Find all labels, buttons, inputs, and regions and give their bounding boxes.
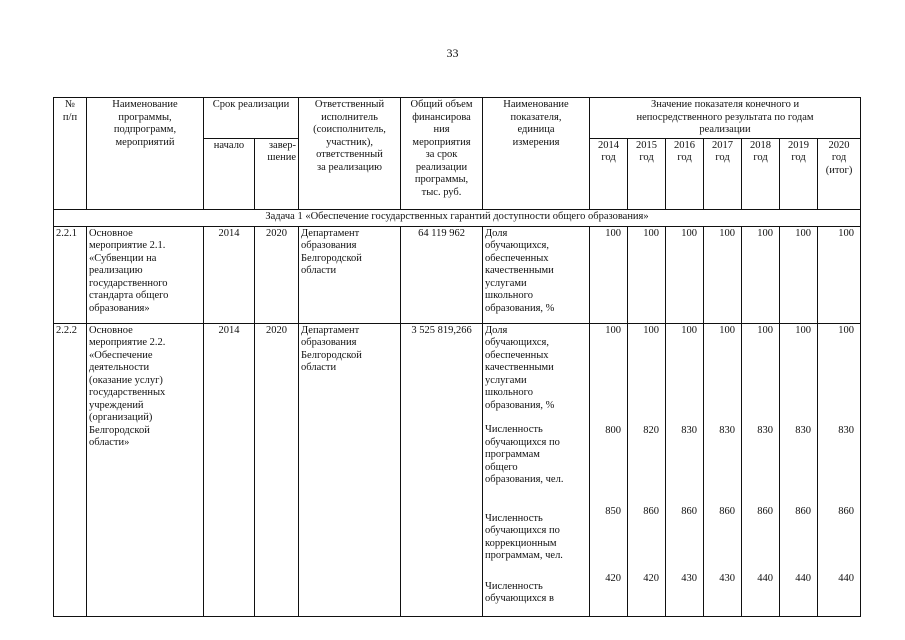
event-name: Основное мероприятие 2.2. «Обеспечение деятельности (оказание услуг) государственных учреждений (организаций) Белгородской области» bbox=[87, 323, 204, 616]
program-table bbox=[53, 97, 861, 617]
table-row bbox=[54, 323, 861, 616]
financing-amount: 64 119 962 bbox=[401, 226, 483, 323]
indicator-value: 100 bbox=[742, 226, 780, 323]
indicator-values-2017 bbox=[704, 323, 742, 616]
indicator-value: 440 bbox=[757, 573, 774, 584]
executor: Департамент образования Белгородской области bbox=[299, 226, 401, 323]
indicator-value: 100 bbox=[719, 324, 736, 336]
year-header: 2015 год bbox=[628, 138, 666, 209]
col-header-executor: Ответственный исполнитель (соисполнитель, участник), ответственный за реализацию bbox=[299, 98, 401, 210]
indicator-value: 860 bbox=[681, 505, 698, 517]
indicator-value: 420 bbox=[643, 573, 660, 584]
term-end: 2020 bbox=[255, 226, 299, 323]
indicator-value: 100 bbox=[590, 226, 628, 323]
indicator-value: 100 bbox=[818, 226, 861, 323]
indicator-value: 830 bbox=[719, 425, 736, 436]
row-number: 2.2.1 bbox=[54, 226, 87, 323]
event-name: Основное мероприятие 2.1. «Субвенции на реализацию государственного стандарта общего образования» bbox=[87, 226, 204, 323]
term-start: 2014 bbox=[204, 323, 255, 616]
indicator-value: 860 bbox=[719, 505, 736, 517]
indicator-list bbox=[483, 323, 590, 616]
task-row bbox=[54, 209, 861, 226]
indicator-value: 860 bbox=[795, 505, 812, 517]
indicator-value: 100 bbox=[780, 226, 818, 323]
indicator-values-2014 bbox=[590, 323, 628, 616]
indicator-value: 830 bbox=[757, 425, 774, 436]
indicator-value: 860 bbox=[838, 505, 855, 517]
indicator-name: Численность обучающихся по программам общего образования, чел. bbox=[485, 424, 564, 485]
col-header-values: Значение показателя конечного и непосредственного результата по годам реализации bbox=[590, 98, 861, 139]
col-header-start: начало bbox=[204, 138, 255, 209]
year-header: 2018 год bbox=[742, 138, 780, 209]
year-header: 2019 год bbox=[780, 138, 818, 209]
indicator-value: 100 bbox=[681, 324, 698, 336]
indicator-value: 100 bbox=[643, 324, 660, 336]
indicator-value: 430 bbox=[719, 573, 736, 584]
indicator-values-2020 bbox=[818, 323, 861, 616]
indicator-values-2019 bbox=[780, 323, 818, 616]
indicator-values-2016 bbox=[666, 323, 704, 616]
col-header-end: завер- шение bbox=[255, 138, 299, 209]
term-start: 2014 bbox=[204, 226, 255, 323]
header-row-1 bbox=[54, 98, 861, 139]
indicator-name: Доля обучающихся, обеспеченных качественными услугами школьного образования, % bbox=[483, 226, 590, 323]
col-header-financing: Общий объем финансирова ния мероприятия за срок реализации программы, тыс. руб. bbox=[401, 98, 483, 210]
indicator-value: 100 bbox=[666, 226, 704, 323]
indicator-value: 100 bbox=[757, 324, 774, 336]
indicator-value: 420 bbox=[605, 573, 622, 584]
year-header: 2020 год (итог) bbox=[818, 138, 861, 209]
indicator-value: 860 bbox=[757, 505, 774, 517]
col-header-term: Срок реализации bbox=[204, 98, 299, 139]
indicator-value: 850 bbox=[605, 505, 622, 517]
col-header-no: № п/п bbox=[54, 98, 87, 210]
indicator-value: 100 bbox=[605, 324, 622, 336]
year-header: 2014 год bbox=[590, 138, 628, 209]
indicator-name: Численность обучающихся по коррекционным программам, чел. bbox=[485, 512, 563, 561]
indicator-value: 820 bbox=[643, 425, 660, 436]
table-row bbox=[54, 226, 861, 323]
year-header: 2016 год bbox=[666, 138, 704, 209]
indicator-value: 830 bbox=[838, 425, 855, 436]
financing-amount: 3 525 819,266 bbox=[401, 323, 483, 616]
col-header-indicator: Наименование показателя, единица измерения bbox=[483, 98, 590, 210]
year-header: 2017 год bbox=[704, 138, 742, 209]
col-header-name: Наименование программы, подпрограмм, мероприятий bbox=[87, 98, 204, 210]
indicator-value: 830 bbox=[681, 425, 698, 436]
indicator-value: 100 bbox=[628, 226, 666, 323]
indicator-value: 800 bbox=[605, 425, 622, 436]
indicator-values-2015 bbox=[628, 323, 666, 616]
term-end: 2020 bbox=[255, 323, 299, 616]
indicator-value: 860 bbox=[643, 505, 660, 517]
indicator-value: 100 bbox=[838, 324, 855, 336]
indicator-name: Численность обучающихся в bbox=[485, 580, 554, 604]
indicator-value: 100 bbox=[704, 226, 742, 323]
indicator-value: 430 bbox=[681, 573, 698, 584]
row-number: 2.2.2 bbox=[54, 323, 87, 616]
indicator-value: 440 bbox=[838, 573, 855, 584]
indicator-value: 830 bbox=[795, 425, 812, 436]
indicator-name: Доля обучающихся, обеспеченных качественными услугами школьного образования, % bbox=[485, 324, 555, 411]
indicator-values-2018 bbox=[742, 323, 780, 616]
executor: Департамент образования Белгородской области bbox=[299, 323, 401, 616]
indicator-value: 440 bbox=[795, 573, 812, 584]
task-title: Задача 1 «Обеспечение государственных гарантий доступности общего образования» bbox=[54, 209, 861, 226]
page-number: 33 bbox=[446, 46, 459, 60]
indicator-value: 100 bbox=[795, 324, 812, 336]
